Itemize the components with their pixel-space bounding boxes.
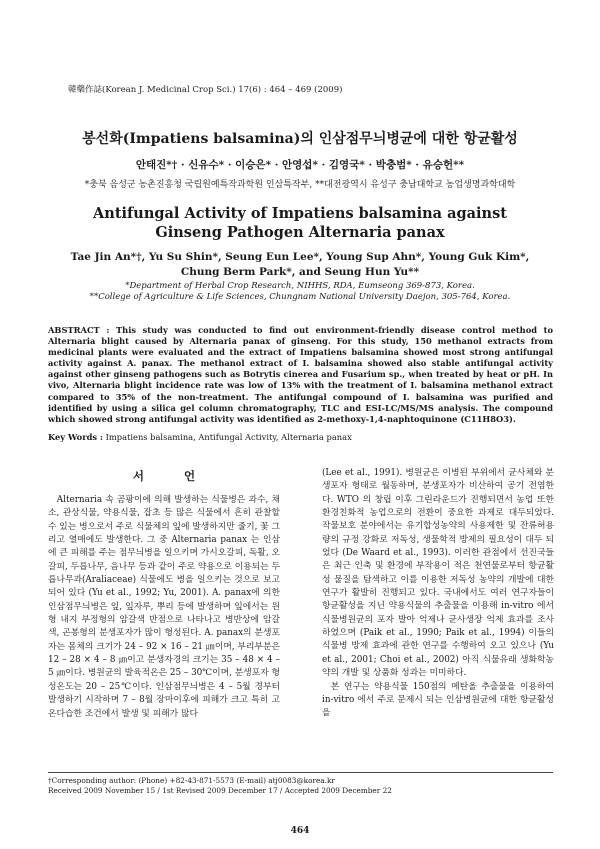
title-english <box>0 205 600 242</box>
footnote-corresponding-author: †Corresponding author: (Phone) +82-43-871-5573 (E-mail) atj0083@korea.kr <box>48 776 335 785</box>
affiliation-korean: *충북 음성군 농촌진흥청 국립원예특작과학원 인삼특작부, **대전광역시 유성구 충남대학교 농업생명과학대학 <box>84 180 516 190</box>
title-english-line-1: Antifungal Activity of Impatiens balsamina against <box>93 205 507 222</box>
keywords <box>48 432 553 443</box>
abstract <box>48 325 553 425</box>
page-number: 464 <box>290 826 310 836</box>
abstract-label: ABSTRACT : <box>48 325 110 335</box>
footnote <box>48 776 553 796</box>
keywords-label: Key Words : <box>48 432 103 442</box>
authors-korean: 안태진*† · 신유수* · 이승은* · 안영섭* · 김영국* · 박충범* · 유승헌** <box>135 159 465 171</box>
body-paragraph: 본 연구는 약용식물 150점의 메탄올 추출물을 이용하여 in-vitro 에서 주로 문제시 되는 인삼병원균에 대한 항균활성을 <box>322 681 554 719</box>
affiliation-english-line-2: **College of Agriculture & Life Sciences, Chungnam National University Daejon, 305-764, Korea. <box>89 292 511 302</box>
affiliation-english-line-1: *Department of Herbal Crop Research, NIHHS, RDA, Eumseong 369-873, Korea. <box>125 281 475 291</box>
authors-english-line-2: Chung Berm Park*, and Seung Hun Yu** <box>180 265 420 278</box>
body-paragraph: Alternaria 속 곰팡이에 의해 발생하는 식물병은 과수, 채소, 관상식물, 약용식물, 잡초 등 많은 식물에서 흔히 관찰할 수 있는 병으로서 주로 식물체의 잎에 발생하지만 줄기, 꽃 그리고 열매에도 발생한다. 그 중 Alternaria panax 는 인삼에 큰 피해를 주는 점무늬병을 일으키며 가시오갈피, 독활, 오갈피, 두릅나무, 음나무 등과 같이 주로 약용으로 이용되는 두릅나무과(Araliaceae) 식물에도 병을 일으키는 것으로 보고되어 있다 (Yu et al., 1992; Yu, 2001). A. panax에 의한 인삼점무늬병은 잎, 잎자루, 뿌리 등에 발생하며 잎에서는 원형 내지 부정형의 암갈색 반점으로 나타나고 병반상에 암갈색, 곤봉형의 분생포자가 많이 형성된다. A. panax의 분생포자는 몸체의 크기가 24 – 92 × 16 – 21 ㎛이며, 부리부분은 12 – 28 × 4 – 8 ㎛이고 분생자경의 크기는 35 – 48 × 4 – 5 ㎛이다. 병원균의 발육적온은 25 – 30℃이며, 분생포자 형성온도는 20 – 25℃이다. 인삼점무늬병은 4 – 5월 경부터 발생하기 시작하며 7 – 8월 장마이후에 피해가 크고 특히 고온다습한 조건에서 발생 및 피해가 많다 <box>48 495 280 719</box>
journal-header: 韓藥作誌(Korean J. Medicinal Crop Sci.) 17(6) : 464 – 469 (2009) <box>68 85 343 95</box>
title-english-line-2: Ginseng Pathogen Alternaria panax <box>155 223 445 241</box>
authors-english <box>0 250 600 279</box>
footnote-divider <box>48 772 553 773</box>
footnote-received-dates: Received 2009 November 15 / 1st Revised 2009 December 17 / Accepted 2009 December 22 <box>48 786 392 795</box>
affiliation-english <box>0 281 600 303</box>
title-korean: 봉선화(Impatiens balsamina)의 인삼점무늬병균에 대한 항균활성 <box>82 131 518 147</box>
body-column-left <box>48 494 280 721</box>
section-heading-introduction: 서 언 <box>132 469 214 483</box>
abstract-text: This study was conducted to find out environment-friendly disease control method to Alternaria blight caused by Alternaria panax of ginseng. For this study, 150 methanol extracts from medicinal plants were evaluated and the extract of Impatiens balsamina showed most strong antifungal activity against A. panax. The methanol extract of I. balsamina showed also stable antifungal activity against other ginseng pathogens such as Botrytis cinerea and Fusarium sp., when treated by heat or pH. In vivo, Alternaria blight incidence rate was low of 13% with the treatment of I. balsamina methanol extract compared to 35% of the non-treatment. The antifungal compound of I. balsamina was purified and identified by using a silica gel column chromatography, TLC and ESI-LC/MS/MS analysis. The compound which showed strong antifungal activity was identified as 2-methoxy-1,4-naphtoquinone (C11H8O3). <box>48 325 554 424</box>
authors-english-line-1: Tae Jin An*†, Yu Su Shin*, Seung Eun Lee*, Young Sup Ahn*, Young Guk Kim*, <box>70 251 530 263</box>
keywords-text: Impatiens balsamina, Antifungal Activity, Alternaria panax <box>105 432 352 442</box>
body-paragraph: (Lee et al., 1991). 병원균은 이병된 부위에서 균사체와 분생포자 형태로 월동하며, 분생포자가 비산하여 공기 전염한다. WTO 의 창립 이후 그린라운드가 진행되면서 농업 또한 환경친화적 농업으로의 전환이 중요한 과제로 대두되었다. 작물보호 분야에서는 유기합성농약의 사용제한 및 잔류허용량의 규정 강화로 저독성, 생물학적 방제의 필요성이 대두 되었다 (De Waard et al., 1993). 이러한 관점에서 선진국들은 최근 인축 및 환경에 부작용이 적은 천연물로부터 항균활성 물질을 탐색하고 이를 이용한 저독성 농약의 개발에 대한 연구가 활발히 진행되고 있다. 국내에서도 여러 연구자들이 항균활성을 지닌 약용식물의 추출물을 이용해 in-vitro 에서 식물병원균의 포자 발아 억제나 균사생장 억제 효과를 조사하였으며 (Paik et al., 1990; Paik et al., 1994) 이들의 식물병 방제 효과에 관한 연구를 수행하여 오고 있으나 (Yu et al., 2001; Choi et al., 2002) 아직 식물유래 생화학농약의 개발 및 상품화 성과는 미미하다. <box>322 468 554 679</box>
body-column-right <box>322 467 554 721</box>
